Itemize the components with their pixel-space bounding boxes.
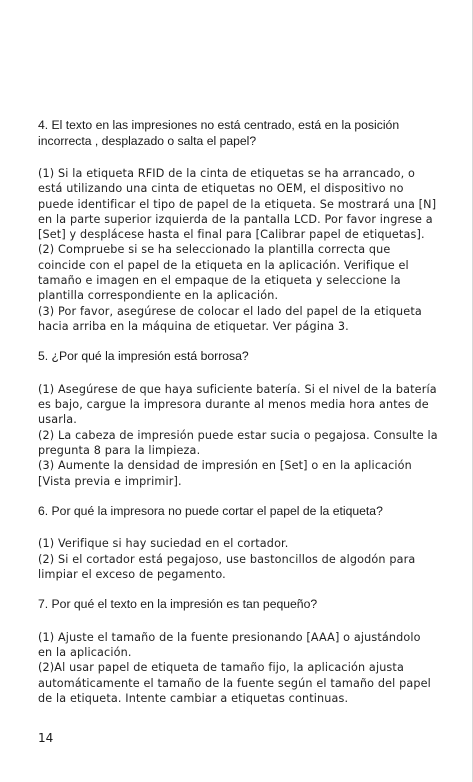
- faq-answer-6: [38, 536, 438, 582]
- faq-item-4: [38, 118, 438, 349]
- faq-question-4: 4. El texto en las impresiones no está centrado, está en la posición incorrecta , desplazado o salta el papel?: [38, 118, 400, 148]
- faq-item-6: [38, 504, 438, 597]
- faq-answer-4: [38, 166, 438, 334]
- faq-answer-4-step-2: (2) Compruebe si se ha seleccionado la plantilla correcta que coincide con el papel de la etiqueta en la aplicación. Verifique el tamaño e imagen en el empaque de la etiqueta y seleccione la plantilla correspondiente en la aplicación.: [38, 243, 409, 303]
- faq-answer-5-step-1: (1) Asegúrese de que haya suficiente batería. Si el nivel de la batería es bajo, cargue la impresora durante al menos media hora antes de usarla.: [38, 382, 437, 427]
- faq-answer-6-step-2: (2) Si el cortador está pegajoso, use bastoncillos de algodón para limpiar el exceso de pegamento.: [38, 552, 416, 581]
- faq-item-5: [38, 349, 438, 504]
- faq-answer-4-step-3: (3) Por favor, asegúrese de colocar el lado del papel de la etiqueta hacia arriba en la máquina de etiquetar. Ver página 3.: [38, 304, 422, 333]
- faq-section: [38, 118, 438, 706]
- faq-answer-5: [38, 382, 438, 489]
- faq-answer-4-step-1: (1) Si la etiqueta RFID de la cinta de etiquetas se ha arrancado, o está utilizando una cinta de etiquetas no OEM, el dispositivo no puede identificar el tipo de papel de la etiqueta. Se mostrará una [N] en la parte superior izquierda de la pantalla LCD. Por favor ingrese a [Set] y desplácese hasta el final para [Calibrar papel de etiquetas].: [38, 167, 437, 242]
- faq-item-7: [38, 597, 438, 706]
- page-number: 14: [38, 731, 54, 745]
- faq-answer-7: [38, 630, 438, 706]
- faq-answer-5-step-3: (3) Aumente la densidad de impresión en [Set] o en la aplicación [Vista previa e imprimir].: [38, 459, 412, 488]
- faq-question-5: 5. ¿Por qué la impresión está borrosa?: [38, 349, 249, 364]
- faq-question-6: 6. Por qué la impresora no puede cortar el papel de la etiqueta?: [38, 503, 383, 518]
- faq-answer-6-step-1: (1) Verifique si hay suciedad en el cortador.: [38, 537, 289, 551]
- faq-question-7: 7. Por qué el texto en la impresión es tan pequeño?: [38, 597, 318, 612]
- faq-answer-7-step-1: (1) Ajuste el tamaño de la fuente presionando [AAA] o ajustándolo en la aplicación.: [38, 630, 421, 660]
- faq-answer-7-step-2: (2)Al usar papel de etiqueta de tamaño fijo, la aplicación ajusta automáticamente el tamaño de la fuente según el tamaño del papel de la etiqueta. Intente cambiar a etiquetas continuas.: [38, 661, 431, 705]
- faq-answer-5-step-2: (2) La cabeza de impresión puede estar sucia o pegajosa. Consulte la pregunta 8 para la limpieza.: [38, 428, 438, 457]
